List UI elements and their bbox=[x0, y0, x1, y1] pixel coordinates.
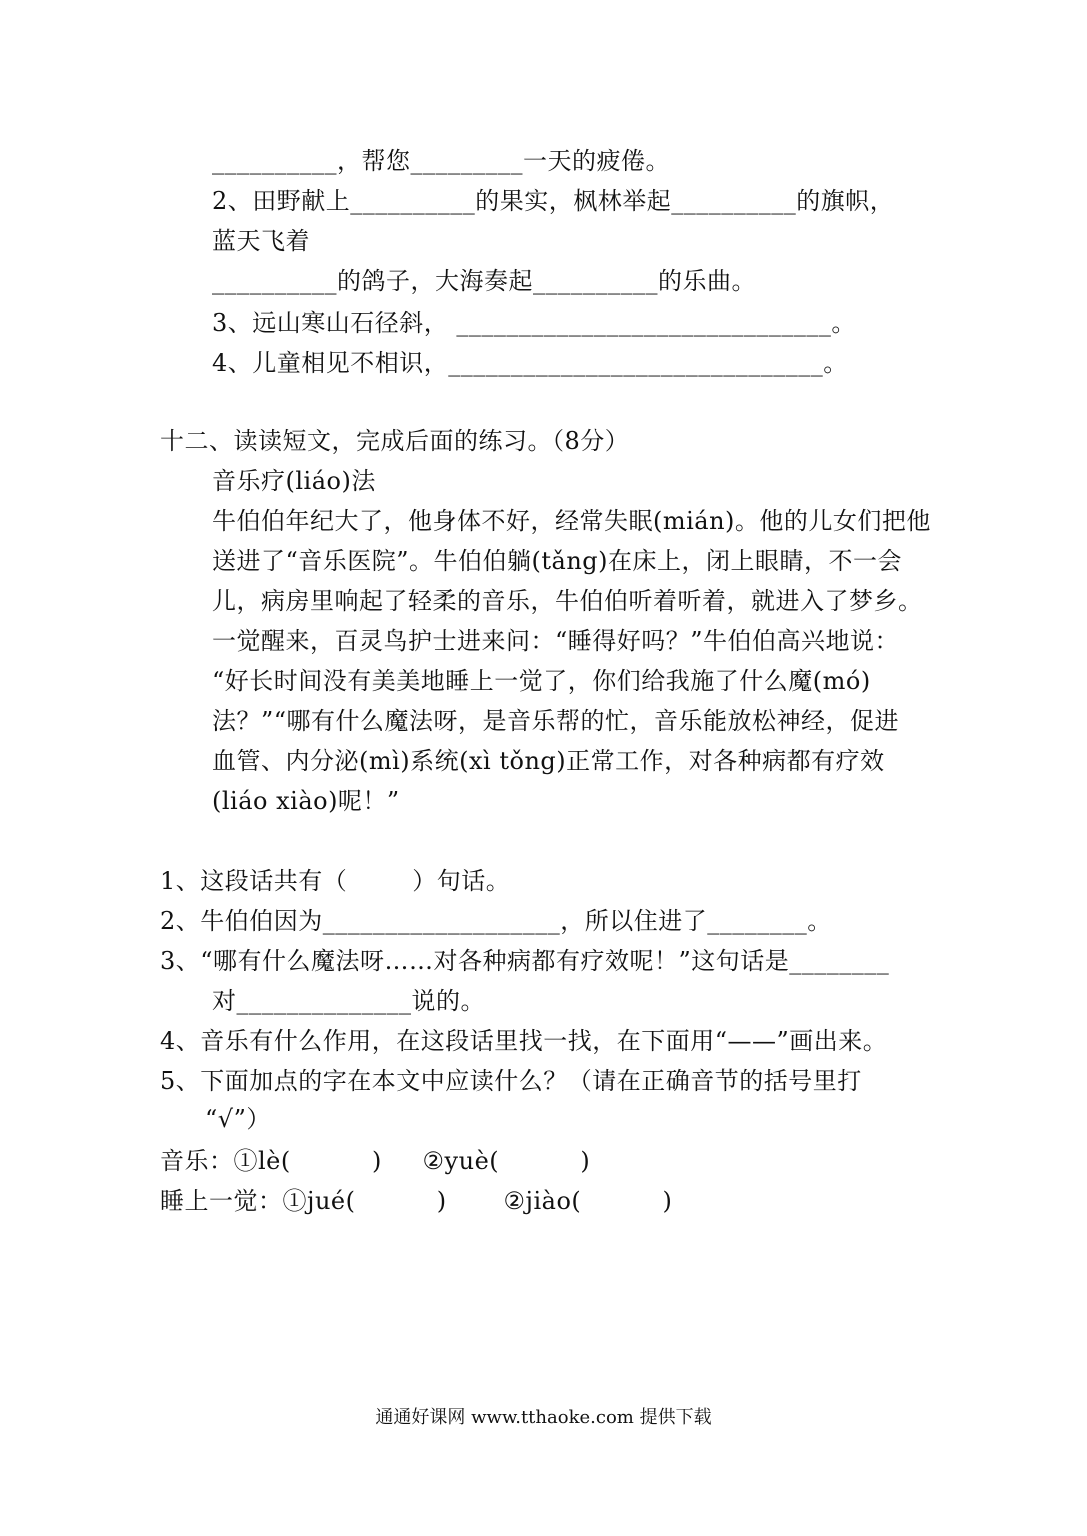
question-3: 3、“哪有什么魔法呀……对各种病都有疗效呢！”这句话是________ bbox=[160, 947, 890, 975]
poem-line-3: 3、远山寒山石径斜， ______________________________。 bbox=[212, 309, 856, 337]
passage-line: 牛伯伯年纪大了，他身体不好，经常失眠(mián)。他的儿女们把他 bbox=[212, 507, 931, 535]
passage-line: “好长时间没有美美地睡上一觉了，你们给我施了什么魔(mó) bbox=[212, 667, 871, 695]
passage-title: 音乐疗(liáo)法 bbox=[212, 467, 376, 495]
question-1: 1、这段话共有（ ）句话。 bbox=[160, 867, 511, 895]
passage-line: (liáo xiào)呢！” bbox=[212, 787, 400, 815]
passage-line: 法？”“哪有什么魔法呀，是音乐帮的忙，音乐能放松神经，促进 bbox=[212, 707, 900, 735]
fill-in-line-1: __________，帮您_________一天的疲倦。 bbox=[212, 147, 670, 175]
section-12-heading: 十二、读读短文，完成后面的练习。（8分） bbox=[160, 427, 630, 455]
fill-in-line-3: 蓝天飞着 bbox=[212, 227, 310, 255]
poem-line-4: 4、儿童相见不相识，______________________________。 bbox=[212, 349, 848, 377]
passage-line: 一觉醒来，百灵鸟护士进来问：“睡得好吗？”牛伯伯高兴地说： bbox=[212, 627, 900, 655]
question-2: 2、牛伯伯因为___________________，所以住进了________。 bbox=[160, 907, 832, 935]
question-3-continued: 对______________说的。 bbox=[212, 987, 485, 1015]
question-5-continued: “√”） bbox=[205, 1105, 271, 1133]
question-4: 4、音乐有什么作用，在这段话里找一找，在下面用“——”画出来。 bbox=[160, 1027, 888, 1055]
question-5-row-2: 睡上一觉：①jué( ) ②jiào( ) bbox=[160, 1187, 673, 1215]
question-5-row-1: 音乐：①lè( ) ②yuè( ) bbox=[160, 1147, 591, 1175]
fill-in-line-4: __________的鸽子，大海奏起__________的乐曲。 bbox=[212, 267, 756, 295]
question-5: 5、下面加点的字在本文中应读什么？（请在正确音节的括号里打 bbox=[160, 1067, 862, 1095]
passage-line: 血管、内分泌(mì)系统(xì tǒng)正常工作，对各种病都有疗效 bbox=[212, 747, 885, 775]
passage-line: 送进了“音乐医院”。牛伯伯躺(tǎng)在床上，闭上眼睛，不一会 bbox=[212, 547, 903, 575]
passage-line: 儿，病房里响起了轻柔的音乐，牛伯伯听着听着，就进入了梦乡。 bbox=[212, 587, 923, 615]
fill-in-line-2: 2、田野献上__________的果实，枫林举起__________的旗帜， bbox=[212, 187, 895, 215]
footer-text: 通通好课网 www.tthaoke.com 提供下载 bbox=[375, 1407, 712, 1428]
